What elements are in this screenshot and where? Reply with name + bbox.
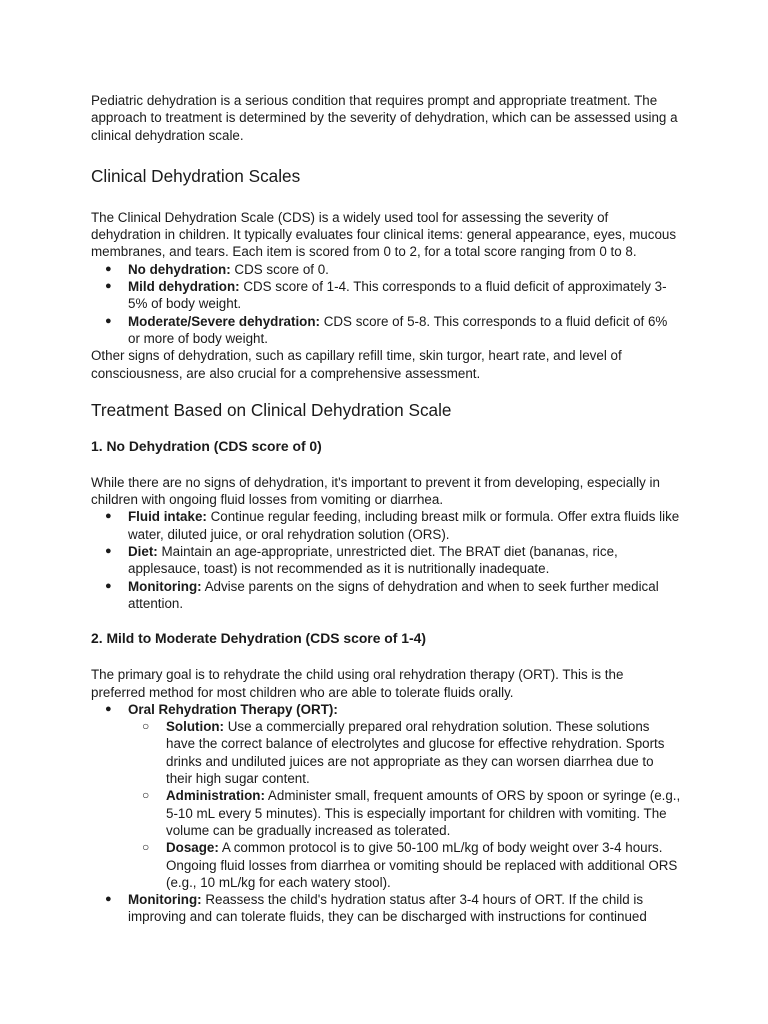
list-item-term: Oral Rehydration Therapy (ORT): xyxy=(128,701,338,717)
list-item-term: Administration: xyxy=(166,788,265,804)
circle-bullet-icon: ○ xyxy=(142,840,150,855)
list-item xyxy=(91,578,681,613)
bullet-icon: ● xyxy=(105,280,112,293)
bullet-icon: ● xyxy=(105,545,112,558)
heading-clinical-dehydration-scales: Clinical Dehydration Scales xyxy=(91,165,301,186)
other-signs-paragraph: Other signs of dehydration, such as capillary refill time, skin turgor, heart rate, and level of consciousness, are also crucial for a comprehensive assessment. xyxy=(91,348,622,381)
bullet-icon: ● xyxy=(105,893,112,906)
subheading-mild-moderate: 2. Mild to Moderate Dehydration (CDS score of 1-4) xyxy=(91,630,426,647)
list-item-text: A common protocol is to give 50-100 mL/kg of body weight over 3-4 hours. Ongoing fluid losses from diarrhea or vomiting should be replaced with additional ORS (e.g., 10 mL/kg for each watery stool). xyxy=(166,840,678,890)
list-item-term: No dehydration: xyxy=(128,261,231,277)
list-item-term: Mild dehydration: xyxy=(128,279,240,295)
no-dehydration-paragraph: While there are no signs of dehydration, it's important to prevent it from developing, especially in children with ongoing fluid losses from vomiting or diarrhea. xyxy=(91,474,660,508)
list-item-text: Administer small, frequent amounts of ORS by spoon or syringe (e.g., 5-10 mL every 5 minutes). This is especially important for children with vomiting. The volume can be gradually increased as tolerated. xyxy=(166,788,681,838)
intro-paragraph: Pediatric dehydration is a serious condition that requires prompt and appropriate treatment. The approach to treatment is determined by the severity of dehydration, which can be assessed using a clinical dehydration scale. xyxy=(91,93,678,143)
list-item-text: CDS score of 5-8. This corresponds to a fluid deficit of 6% or more of body weight. xyxy=(128,313,668,346)
list-item-term: Fluid intake: xyxy=(128,509,207,525)
list-item xyxy=(91,261,681,278)
bullet-icon: ● xyxy=(105,510,112,523)
circle-bullet-icon: ○ xyxy=(142,719,150,734)
no-dehydration-list xyxy=(91,508,681,612)
list-item-text: Continue regular feeding, including breast milk or formula. Offer extra fluids like water, diluted juice, or oral rehydration solution (ORS). xyxy=(128,509,680,542)
mild-moderate-list xyxy=(91,701,681,926)
bullet-icon: ● xyxy=(105,702,112,715)
cds-paragraph: The Clinical Dehydration Scale (CDS) is a widely used tool for assessing the severity of dehydration in children. It typically evaluates four clinical items: general appearance, eyes, mucous membranes, and tears. Each item is scored from 0 to 2, for a total score ranging from 0 to 8. xyxy=(91,209,677,260)
list-item xyxy=(91,313,681,348)
list-item-term: Monitoring: xyxy=(128,892,202,908)
document-page xyxy=(91,92,681,926)
list-item-term: Diet: xyxy=(128,544,158,560)
list-item xyxy=(91,278,681,313)
list-item xyxy=(91,701,681,891)
list-item-text: CDS score of 0. xyxy=(230,261,329,277)
list-item-text: Reassess the child's hydration status after 3-4 hours of ORT. If the child is improving and can tolerate fluids, they can be discharged with instructions for continued xyxy=(128,892,647,925)
heading-treatment: Treatment Based on Clinical Dehydration Scale xyxy=(91,399,452,420)
bullet-icon: ● xyxy=(105,262,112,275)
ort-sublist xyxy=(128,718,681,891)
cds-list xyxy=(91,261,681,347)
list-item-term: Solution: xyxy=(166,719,225,735)
circle-bullet-icon: ○ xyxy=(142,788,150,803)
list-item xyxy=(91,891,681,926)
list-item-text: Use a commercially prepared oral rehydration solution. These solutions have the correct balance of electrolytes and glucose for effective rehydration. Sports drinks and undiluted juices are not appropriate as they can worsen diarrhea due to their high sugar content. xyxy=(166,719,665,787)
list-item-text: Maintain an age-appropriate, unrestricted diet. The BRAT diet (bananas, rice, applesauce, toast) is not recommended as it is nutritionally inadequate. xyxy=(128,544,618,577)
list-item xyxy=(91,508,681,543)
sublist-item xyxy=(128,839,681,891)
list-item-text: CDS score of 1-4. This corresponds to a fluid deficit of approximately 3-5% of body weight. xyxy=(128,279,667,312)
bullet-icon: ● xyxy=(105,314,112,327)
sublist-item xyxy=(128,718,681,787)
list-item-text: Advise parents on the signs of dehydration and when to seek further medical attention. xyxy=(128,578,659,611)
list-item xyxy=(91,543,681,578)
list-item-term: Moderate/Severe dehydration: xyxy=(128,313,320,329)
subheading-no-dehydration: 1. No Dehydration (CDS score of 0) xyxy=(91,437,322,454)
bullet-icon: ● xyxy=(105,579,112,592)
list-item-term: Monitoring: xyxy=(128,578,202,594)
list-item-term: Dosage: xyxy=(166,840,219,856)
sublist-item xyxy=(128,787,681,839)
mild-moderate-paragraph: The primary goal is to rehydrate the child using oral rehydration therapy (ORT). This is the preferred method for most children who are able to tolerate fluids orally. xyxy=(91,667,624,700)
